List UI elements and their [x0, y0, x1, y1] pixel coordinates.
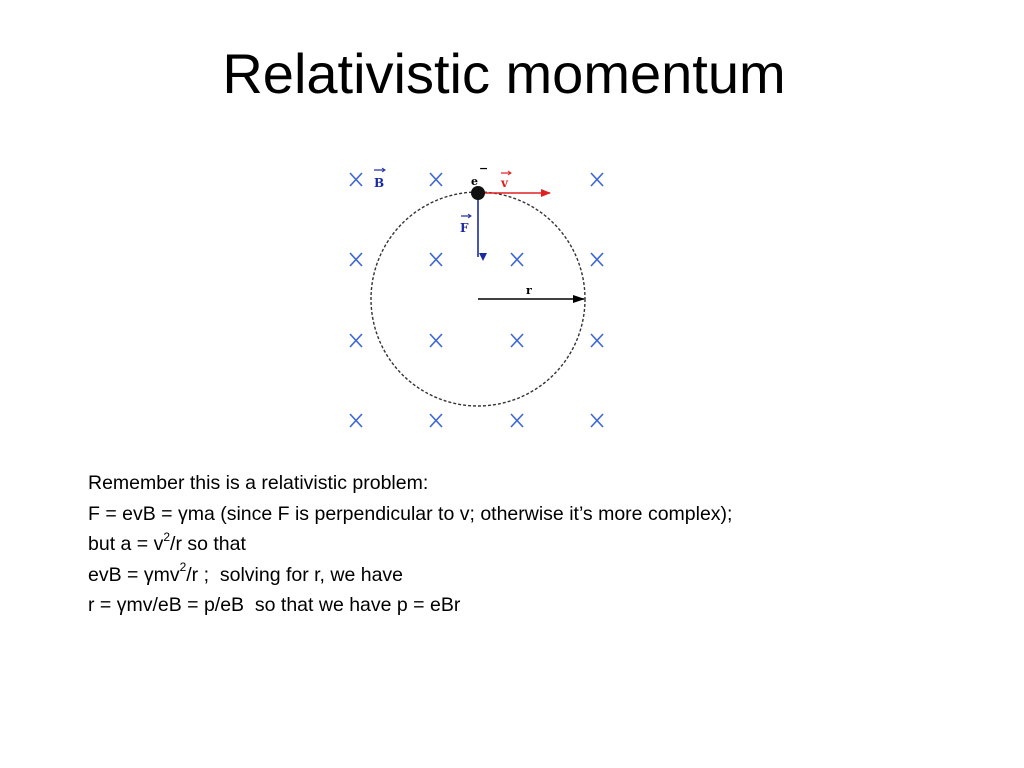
superscript: 2 — [179, 560, 187, 574]
label-f — [460, 214, 471, 235]
cross-x-icon — [591, 414, 603, 427]
cross-x-icon — [591, 334, 603, 347]
cross-x-icon — [591, 253, 603, 266]
text-line-4-a: evB = γmv — [88, 563, 180, 586]
cross-x-icon — [430, 334, 442, 347]
cross-x-icon — [591, 173, 603, 186]
svg-text:v: v — [501, 176, 508, 190]
electron — [471, 186, 485, 200]
cross-x-icon — [350, 253, 362, 266]
cross-x-icon — [430, 253, 442, 266]
cross-x-icon — [350, 414, 362, 427]
label-e: e — [471, 175, 478, 188]
cross-x-icon — [511, 253, 523, 266]
svg-text:F: F — [460, 221, 469, 235]
label-e-charge: − — [479, 162, 489, 175]
cross-x-icon — [430, 173, 442, 186]
label-r: r — [526, 284, 532, 297]
slide-title: Relativistic momentum — [222, 42, 786, 105]
text-line-2: F = evB = γma (since F is perpendicular to v; otherwise it’s more complex); — [88, 502, 733, 525]
cross-x-icon — [350, 173, 362, 186]
label-b — [374, 168, 385, 190]
explanation-text — [88, 468, 968, 621]
cross-x-icon — [350, 334, 362, 347]
text-line-3-b: /r so that — [170, 533, 246, 555]
text-line-3-a: but a = v — [88, 533, 164, 555]
text-line-5: r = γmv/eB = p/eB so that we have p = eBr — [88, 594, 461, 616]
cross-x-icon — [430, 414, 442, 427]
svg-text:B: B — [374, 176, 385, 190]
cross-x-icon — [511, 334, 523, 347]
cross-x-icon — [511, 414, 523, 427]
text-line-3 — [88, 529, 968, 560]
field-x-marks — [350, 173, 603, 427]
text-line-4 — [88, 560, 968, 591]
magnetic-field-orbit-diagram — [330, 160, 620, 440]
text-line-1: Remember this is a relativistic problem: — [88, 472, 429, 494]
superscript: 2 — [163, 529, 171, 544]
label-v — [500, 171, 511, 190]
text-line-4-b: /r ; solving for r, we have — [186, 563, 404, 586]
